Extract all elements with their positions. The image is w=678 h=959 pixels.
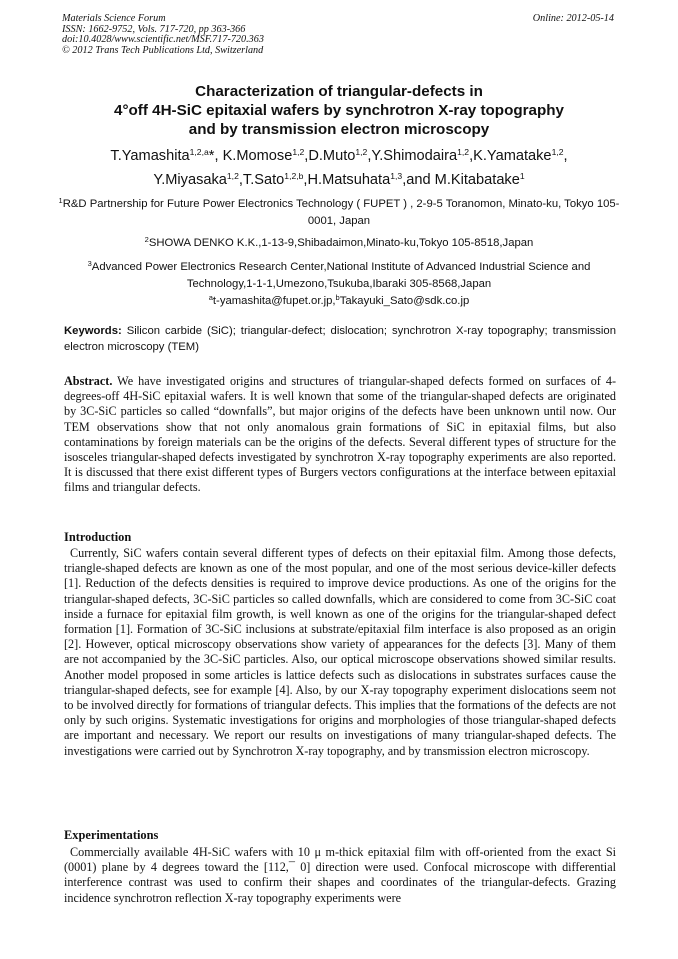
journal-header	[62, 14, 264, 56]
affiliation-text: SHOWA DENKO K.K.,1-13-9,Shibadaimon,Minato-ku,Tokyo 105-8518,Japan	[148, 237, 534, 249]
affiliation-text: R&D Partnership for Future Power Electronics Technology ( FUPET ) , 2-9-5 Toranomon, Minato-ku, Tokyo 105-0001, Japan	[62, 198, 620, 227]
title-line-1: Characterization of triangular-defects in	[195, 83, 483, 100]
affiliation-number: 1	[58, 196, 63, 205]
paper-title	[40, 82, 638, 139]
email-marker-a: a	[208, 293, 213, 302]
abstract-label: Abstract.	[64, 374, 113, 388]
author-affiliation-marker: 1,2	[551, 147, 564, 157]
abstract	[64, 374, 616, 496]
email-link-b[interactable]: Takayuki_Sato@sdk.co.jp	[339, 295, 470, 307]
experimentations-heading: Experimentations	[64, 828, 159, 842]
affiliation-1	[52, 196, 626, 229]
journal-name: Materials Science Forum	[62, 13, 166, 24]
keywords-text: Silicon carbide (SiC); triangular-defect; dislocation; synchrotron X-ray topography; transmission electron microscopy (TEM)	[64, 325, 616, 353]
corresponding-star: *	[208, 148, 215, 164]
online-date: Online: 2012-05-14	[532, 13, 614, 24]
author-name: Y.Shimodaira	[371, 148, 458, 164]
author-affiliation-marker: 1,2	[226, 171, 239, 181]
affiliation-2	[52, 235, 626, 252]
affiliation-number: 3	[87, 259, 92, 268]
author-affiliation-marker: 1,2	[457, 147, 470, 157]
email-line	[52, 293, 626, 310]
author-affiliation-marker: 1,2,a	[189, 147, 209, 157]
experimentations-text: Commercially available 4H-SiC wafers with 10 μ m-thick epitaxial film with off-oriented from the exact Si (0001) plane by 4 degrees toward the [112,¯ 0] direction were used. Confocal microscope with differential interference contrast was used to confirm their shapes and coordinates of the triangular-defects. Grazing incidence synchrotron reflection X-ray topography experiments were	[64, 845, 616, 905]
author-name: M.Kitabatake	[434, 172, 520, 188]
author-name: T.Yamashita	[110, 148, 190, 164]
author-name: Y.Miyasaka	[153, 172, 227, 188]
author-affiliation-marker: 1,2,b	[284, 171, 304, 181]
title-line-2: 4°off 4H-SiC epitaxial wafers by synchrotron X-ray topography	[114, 102, 564, 119]
title-line-3: and by transmission electron microscopy	[188, 121, 490, 138]
keywords	[64, 324, 616, 355]
doi-link[interactable]: doi:10.4028/www.scientific.net/MSF.717-720.363	[62, 34, 264, 46]
author-line-1: T.Yamashita$^{1,2,a}$*, K.Momose$^{1,2}$,D.Muto$^{1,2}$,Y.Shimodaira$^{1,2}$,K.Yamatake$^{1,2}$,	[110, 147, 568, 164]
issn-line: ISSN: 1662-9752, Vols. 717-720, pp 363-366	[62, 23, 246, 35]
author-name: D.Muto	[308, 148, 356, 164]
affiliation-number: 2	[144, 235, 149, 244]
copyright-line: © 2012 Trans Tech Publications Ltd, Switzerland	[62, 44, 264, 56]
author-affiliation-marker: 1,3	[390, 171, 403, 181]
author-conjunction: and	[406, 172, 431, 188]
author-affiliation-marker: 1,2	[355, 147, 368, 157]
introduction-text: Currently, SiC wafers contain several different types of defects on their epitaxial film. Among those defects, triangle-shaped defects are known as one of the most popular, and one of the most serious device-killer defects [1]. Reduction of the defects densities is required to improve device productions. As one of the origins for the triangular-shaped defects, 3C-SiC particles so called downfalls, which are considered to come from 3C-SiC coat inside a furnace for epitaxial film growth, is well known as one of the origins for the triangular-shaped defect formation [1]. Formation of 3C-SiC inclusions at substrate/epitaxial film interface is also proposed as an origin [2]. However, optical microscopy observations show variety of appearances for the defects [3]. Many of them are not accompanied by the 3C-SiC particles. Also, our optical microscope observations showed similar results. Another model proposed in some articles is lattice defects such as dislocations in substrates surfaces cause the triangular-shaped defects, see for example [4]. Also, by our X-ray topography experiment dislocations seem not to be involved directly for formations of triangular defects. This implies that the formations of the defects are not only by such origins. Systematic investigations for origins and morphologies of those triangular-shaped defects are important and necessary. We report our results on investigations of many triangular-shaped defects. The investigations were carried out by Synchrotron X-ray topography, and by transmission electron microscopy.	[64, 546, 616, 758]
author-affiliation-marker: 1,2	[292, 147, 305, 157]
author-name: H.Matsuhata	[307, 172, 391, 188]
author-name: K.Momose	[222, 148, 293, 164]
keywords-label: Keywords:	[64, 325, 122, 337]
author-name: T.Sato	[242, 172, 285, 188]
email-marker-b: b	[335, 293, 340, 302]
abstract-text: We have investigated origins and structures of triangular-shaped defects formed on surfaces of 4-degrees-off 4H-SiC epitaxial wafers. It is well known that some of the triangular-shaped defects are originated by 3C-SiC particles so called “downfalls”, but major origins of the defects have been unknown until now. Our TEM observations show that not only anomalous grain formations of SiC in epitaxial films, but also contaminations by foreign materials can be the origins of the defects. Several different types of structure for the isosceles triangular-shaped defects investigated by synchrotron X-ray topography experiments are also reported. It is discussed that there exist different types of Burgers vectors configurations at the interface between epitaxial films and triangular defects.	[64, 374, 616, 495]
introduction-heading: Introduction	[64, 530, 132, 544]
email-separator: ,	[332, 295, 336, 307]
author-list	[40, 144, 638, 192]
author-name: K.Yamatake	[473, 148, 552, 164]
affiliation-text: Advanced Power Electronics Research Center,National Institute of Advanced Industrial Science and Technology,1-1-1,Umezono,Tsukuba,Ibaraki 305-8568,Japan	[91, 261, 591, 290]
author-line-2: Y.Miyasaka$^{1,2}$,T.Sato$^{1,2,b}$,H.Matsuhata$^{1,3}$,and M.Kitabatake$^1$	[153, 171, 525, 188]
affiliation-3	[52, 259, 626, 292]
author-affiliation-marker: 1	[519, 171, 525, 181]
email-link-a[interactable]: t-yamashita@fupet.or.jp	[212, 295, 333, 307]
